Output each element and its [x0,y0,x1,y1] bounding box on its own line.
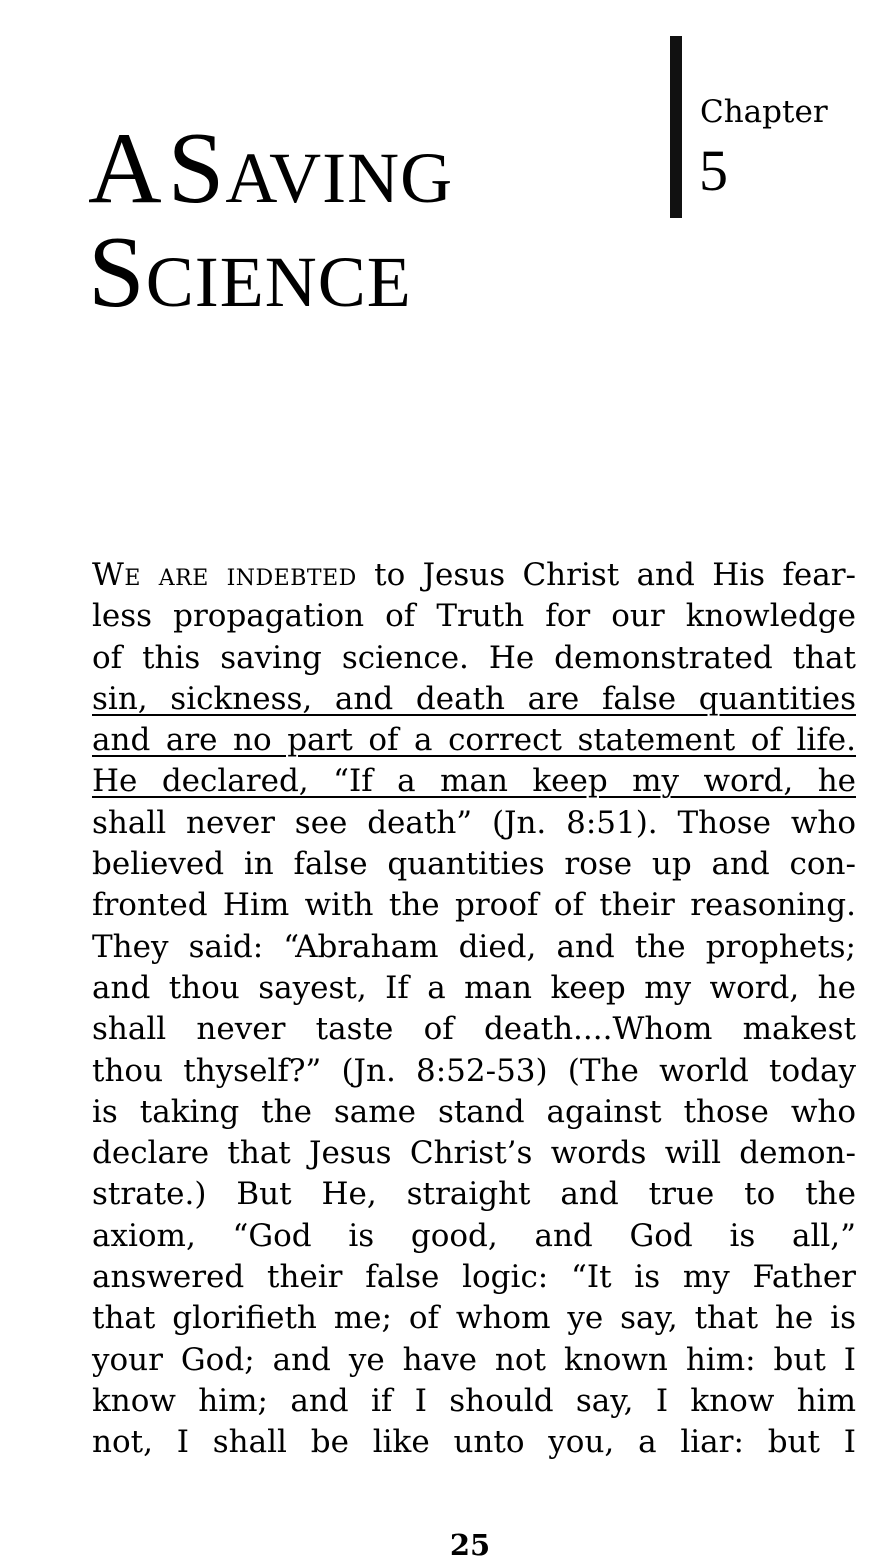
chapter-label: Chapter [700,94,828,130]
text-line: that glorifieth me; of whom ye say, that he is [92,1300,856,1337]
chapter-number: 5 [699,138,728,203]
title-line-2 [88,216,412,329]
text-line-underlined: He declared, “If a man keep my word, he [92,763,856,800]
text-line-underlined: and are no part of a correct statement of life. [92,722,856,759]
text-line: They said: “Abraham died, and the prophets; [92,928,856,965]
text-line: your God; and ye have not known him: but I [92,1341,856,1378]
title-initial-s2: S [88,216,146,329]
title-word-saving-rest: AVING [225,138,454,218]
title-initial-a: A [88,112,163,225]
chapter-divider-bar [670,36,682,218]
text-line: know him; and if I should say, I know him [92,1382,856,1419]
text-line: shall never see death” (Jn. 8:51). Those who [92,804,856,841]
text-line: strate.) But He, straight and true to the [92,1176,856,1213]
text-line: thou thyself?” (Jn. 8:52-53) (The world today [92,1052,856,1089]
text-line-underlined: sin, sickness, and death are false quantities [92,680,856,717]
title-line-1 [88,112,454,225]
text-line: answered their false logic: “It is my Father [92,1259,856,1296]
title-word-science-rest: CIENCE [145,242,412,322]
title-initial-s: S [167,112,226,225]
text-line: axiom, “God is good, and God is all,” [92,1217,856,1254]
text-line: We are indebted to Jesus Christ and His fear- [92,557,856,593]
text-line: and thou sayest, If a man keep my word, he [92,969,856,1006]
text-line: believed in false quantities rose up and con- [92,846,856,883]
page-number: 25 [449,1528,491,1562]
lead-in-smallcaps: We are indebted [92,557,357,593]
text-line: of this saving science. He demonstrated that [92,639,856,676]
text-line: declare that Jesus Christ’s words will demon- [92,1135,856,1172]
text-line: shall never taste of death....Whom makest [92,1011,856,1048]
text-line: is taking the same stand against those who [92,1093,856,1130]
body-paragraph [92,555,856,1464]
text-line: not, I shall be like unto you, a liar: but I [92,1424,856,1461]
text-line: less propagation of Truth for our knowledge [92,598,856,635]
text-line: fronted Him with the proof of their reasoning. [92,887,856,924]
